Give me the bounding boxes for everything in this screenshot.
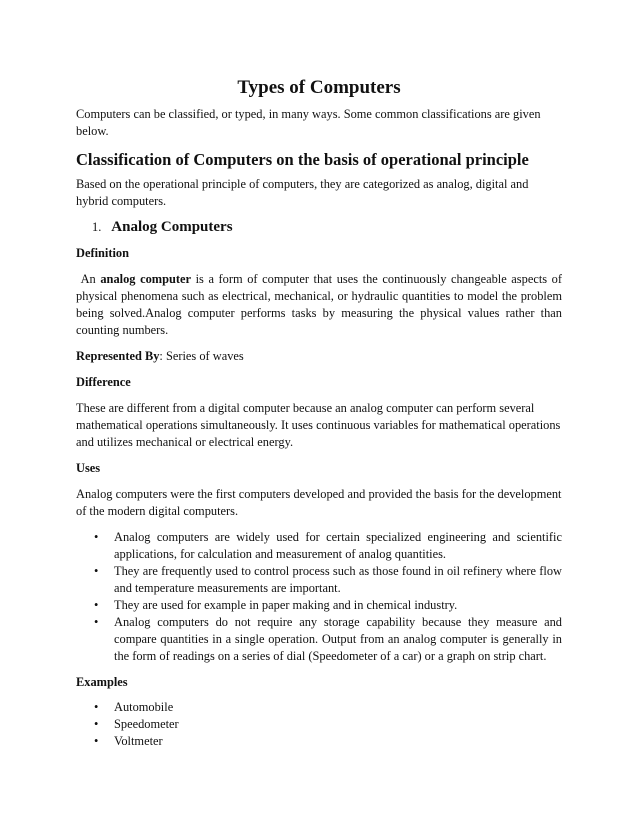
list-item-text: Analog computers are widely used for certain specialized engineering and scientific applications, for calculation and measurement of analog quantities. bbox=[114, 530, 562, 561]
list-item bbox=[94, 597, 562, 614]
list-item-text: They are used for example in paper making and in chemical industry. bbox=[114, 598, 458, 612]
bullet-icon: • bbox=[94, 564, 99, 578]
list-item bbox=[94, 733, 562, 750]
list-item bbox=[94, 563, 562, 597]
definition-paragraph bbox=[76, 271, 562, 339]
bullet-icon: • bbox=[94, 615, 99, 629]
list-item bbox=[94, 716, 562, 733]
section-heading: Classification of Computers on the basis of operational principle bbox=[76, 150, 529, 169]
examples-list bbox=[76, 699, 562, 750]
definition-label: Definition bbox=[76, 246, 130, 260]
subsection-number: 1. bbox=[92, 220, 102, 234]
intro-paragraph: Computers can be classified, or typed, in many ways. Some common classifications are given below. bbox=[76, 107, 541, 138]
bullet-icon: • bbox=[94, 598, 99, 612]
subsection-heading bbox=[76, 217, 562, 237]
bullet-icon: • bbox=[94, 734, 99, 748]
difference-label: Difference bbox=[76, 375, 131, 389]
list-item bbox=[94, 699, 562, 716]
list-item bbox=[94, 614, 562, 665]
list-item-text: Speedometer bbox=[114, 717, 179, 731]
difference-paragraph: These are different from a digital computer because an analog computer can perform several mathematical operations simultaneously. It uses continuous variables for mathematical operations and utilizes mechanical or electrical energy. bbox=[76, 401, 561, 449]
list-item-text: Automobile bbox=[114, 700, 174, 714]
list-item-text: They are frequently used to control process such as those found in oil refinery where flow and temperature measurements are important. bbox=[114, 564, 562, 595]
uses-list bbox=[76, 529, 562, 665]
represented-by-line bbox=[76, 348, 562, 365]
represented-by-label: Represented By bbox=[76, 349, 160, 363]
represented-by-value: : Series of waves bbox=[159, 349, 244, 363]
list-item bbox=[94, 529, 562, 563]
uses-label: Uses bbox=[76, 461, 101, 475]
definition-text: is a form of computer that uses the continuously changeable aspects of physical phenomena such as electrical, mechanical, or hydraulic quantities to model the problem being solved.Analog computer performs tasks by measuring the physical values rather than counting numbers. bbox=[76, 272, 563, 337]
list-item-text: Analog computers do not require any storage capability because they measure and compare quantities in a single operation. Output from an analog computer is generally in the form of readings on a series of dial (Speedometer of a car) or a graph on strip chart. bbox=[114, 615, 562, 663]
list-item-text: Voltmeter bbox=[114, 734, 163, 748]
examples-label: Examples bbox=[76, 675, 128, 689]
bullet-icon: • bbox=[94, 717, 99, 731]
page-title: Types of Computers bbox=[237, 77, 401, 98]
definition-term: analog computer bbox=[100, 272, 191, 286]
uses-paragraph: Analog computers were the first computers developed and provided the basis for the development of the modern digital computers. bbox=[76, 487, 562, 518]
bullet-icon: • bbox=[94, 700, 99, 714]
bullet-icon: • bbox=[94, 530, 99, 544]
section-paragraph: Based on the operational principle of computers, they are categorized as analog, digital and hybrid computers. bbox=[76, 177, 529, 208]
definition-lead: An bbox=[80, 272, 101, 286]
subsection-title: Analog Computers bbox=[111, 219, 233, 235]
